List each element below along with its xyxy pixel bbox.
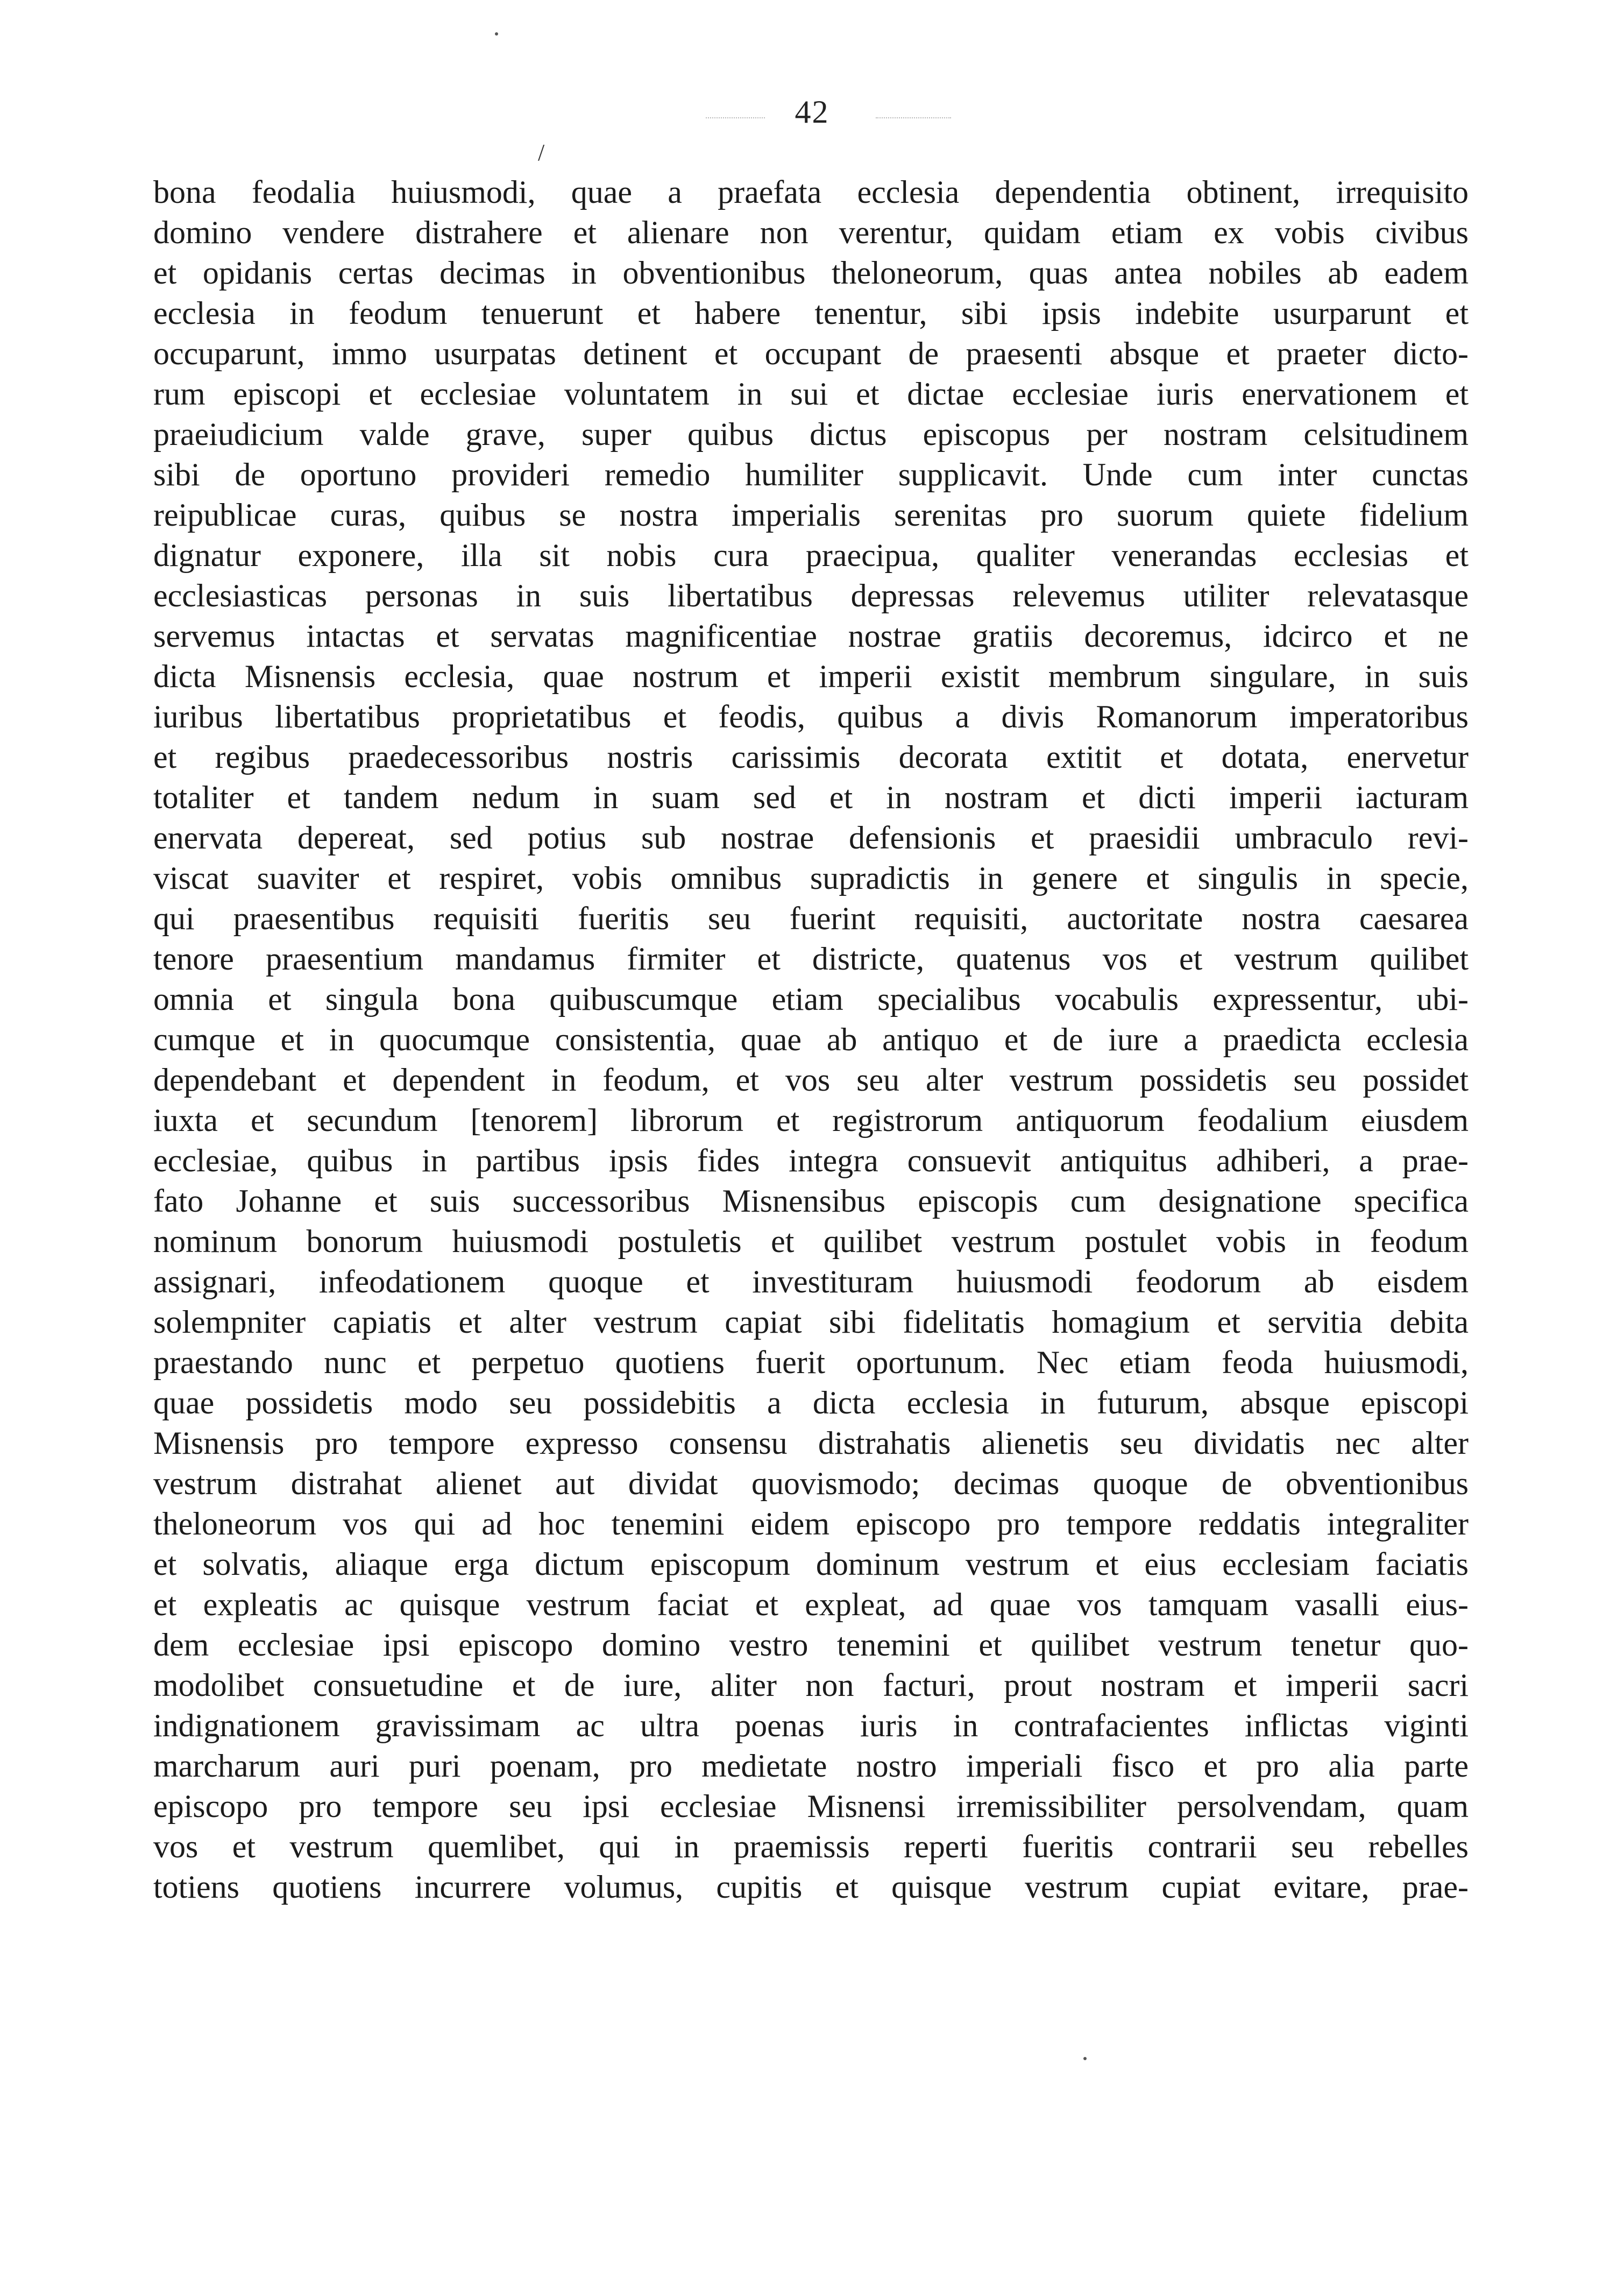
- text-line-42: vos et vestrum quemlibet, qui in praemissis reperti fueritis contrarii seu rebelles: [153, 1829, 1469, 1864]
- text-line-27: nominum bonorum huiusmodi postuletis et quilibet vestrum postulet vobis in feodum: [153, 1224, 1469, 1259]
- text-line-8: sibi de oportuno provideri remedio humiliter supplicavit. Unde cum inter cunctas: [153, 457, 1469, 492]
- text-line-39: indignationem gravissimam ac ultra poenas iuris in contrafacientes inflictas viginti: [153, 1708, 1469, 1743]
- text-line-16: totaliter et tandem nedum in suam sed et in nostram et dicti imperii iacturam: [153, 780, 1469, 815]
- text-line-31: quae possidetis modo seu possidebitis a dicta ecclesia in futurum, absque episcopi: [153, 1385, 1469, 1420]
- text-line-13: dicta Misnensis ecclesia, quae nostrum et imperii existit membrum singulare, in suis: [153, 659, 1469, 694]
- text-line-14: iuribus libertatibus proprietatibus et feodis, quibus a divis Romanorum imperatoribus: [153, 699, 1469, 734]
- text-line-36: et expleatis ac quisque vestrum faciat et expleat, ad quae vos tamquam vasalli eius-: [153, 1587, 1469, 1622]
- text-line-2: domino vendere distrahere et alienare non verentur, quidam etiam ex vobis civibus: [153, 215, 1469, 250]
- text-line-29: solempniter capiatis et alter vestrum capiat sibi fidelitatis homagium et servitia debita: [153, 1304, 1469, 1340]
- print-speck: [1083, 2057, 1087, 2060]
- text-line-30: praestando nunc et perpetuo quotiens fuerit oportunum. Nec etiam feoda huiusmodi,: [153, 1345, 1469, 1380]
- text-line-1: bona feodalia huiusmodi, quae a praefata ecclesia dependentia obtinent, irrequisito: [153, 174, 1469, 210]
- text-line-3: et opidanis certas decimas in obventionibus theloneorum, quas antea nobiles ab eadem: [153, 255, 1469, 291]
- text-line-37: dem ecclesiae ipsi episcopo domino vestro tenemini et quilibet vestrum tenetur quo-: [153, 1627, 1469, 1663]
- text-line-10: dignatur exponere, illa sit nobis cura praecipua, qualiter venerandas ecclesias et: [153, 538, 1469, 573]
- text-line-17: enervata depereat, sed potius sub nostrae defensionis et praesidii umbraculo revi-: [153, 820, 1469, 855]
- text-line-9: reipublicae curas, quibus se nostra imperialis serenitas pro suorum quiete fidelium: [153, 497, 1469, 533]
- text-line-34: theloneorum vos qui ad hoc tenemini eidem episcopo pro tempore reddatis integraliter: [153, 1506, 1469, 1541]
- text-line-32: Misnensis pro tempore expresso consensu distrahatis alienetis seu dividatis nec alter: [153, 1425, 1469, 1461]
- text-line-19: qui praesentibus requisiti fueritis seu fuerint requisiti, auctoritate nostra caesarea: [153, 901, 1469, 936]
- text-line-43: totiens quotiens incurrere volumus, cupitis et quisque vestrum cupiat evitare, prae-: [153, 1869, 1469, 1905]
- page-number: 42: [795, 94, 829, 130]
- text-line-22: cumque et in quocumque consistentia, quae ab antiquo et de iure a praedicta ecclesia: [153, 1022, 1469, 1057]
- margin-tick-mark: /: [538, 139, 545, 166]
- print-speck: [495, 32, 498, 36]
- text-line-40: marcharum auri puri poenam, pro medietate nostro imperiali fisco et pro alia parte: [153, 1748, 1469, 1784]
- text-line-4: ecclesia in feodum tenuerunt et habere tenentur, sibi ipsis indebite usurparunt et: [153, 295, 1469, 331]
- text-line-41: episcopo pro tempore seu ipsi ecclesiae Misnensi irremissibiliter persolvendam, quam: [153, 1788, 1469, 1824]
- text-line-5: occuparunt, immo usurpatas detinent et occupant de praesenti absque et praeter dicto-: [153, 336, 1469, 371]
- text-line-18: viscat suaviter et respiret, vobis omnibus supradictis in genere et singulis in specie,: [153, 860, 1469, 896]
- body-text: [153, 172, 1469, 1907]
- text-line-35: et solvatis, aliaque erga dictum episcopum dominum vestrum et eius ecclesiam faciatis: [153, 1546, 1469, 1582]
- text-line-28: assignari, infeodationem quoque et investituram huiusmodi feodorum ab eisdem: [153, 1264, 1469, 1299]
- text-line-26: fato Johanne et suis successoribus Misnensibus episcopis cum designatione specifica: [153, 1183, 1469, 1219]
- text-line-11: ecclesiasticas personas in suis libertatibus depressas relevemus utiliter relevatasque: [153, 578, 1469, 613]
- text-line-7: praeiudicium valde grave, super quibus dictus episcopus per nostram celsitudinem: [153, 416, 1469, 452]
- text-line-6: rum episcopi et ecclesiae voluntatem in sui et dictae ecclesiae iuris enervationem et: [153, 376, 1469, 412]
- page-number-rule-right: [876, 117, 951, 118]
- text-line-12: servemus intactas et servatas magnificentiae nostrae gratiis decoremus, idcirco et ne: [153, 618, 1469, 654]
- text-line-15: et regibus praedecessoribus nostris carissimis decorata extitit et dotata, enervetur: [153, 739, 1469, 775]
- text-line-38: modolibet consuetudine et de iure, aliter non facturi, prout nostram et imperii sacri: [153, 1667, 1469, 1703]
- text-line-25: ecclesiae, quibus in partibus ipsis fides integra consuevit antiquitus adhiberi, a prae-: [153, 1143, 1469, 1178]
- text-line-21: omnia et singula bona quibuscumque etiam specialibus vocabulis expressentur, ubi-: [153, 981, 1469, 1017]
- text-line-23: dependebant et dependent in feodum, et vos seu alter vestrum possidetis seu possidet: [153, 1062, 1469, 1098]
- text-line-20: tenore praesentium mandamus firmiter et districte, quatenus vos et vestrum quilibet: [153, 941, 1469, 977]
- text-line-24: iuxta et secundum [tenorem] librorum et registrorum antiquorum feodalium eiusdem: [153, 1102, 1469, 1138]
- text-line-33: vestrum distrahat alienet aut dividat quovismodo; decimas quoque de obventionibus: [153, 1466, 1469, 1501]
